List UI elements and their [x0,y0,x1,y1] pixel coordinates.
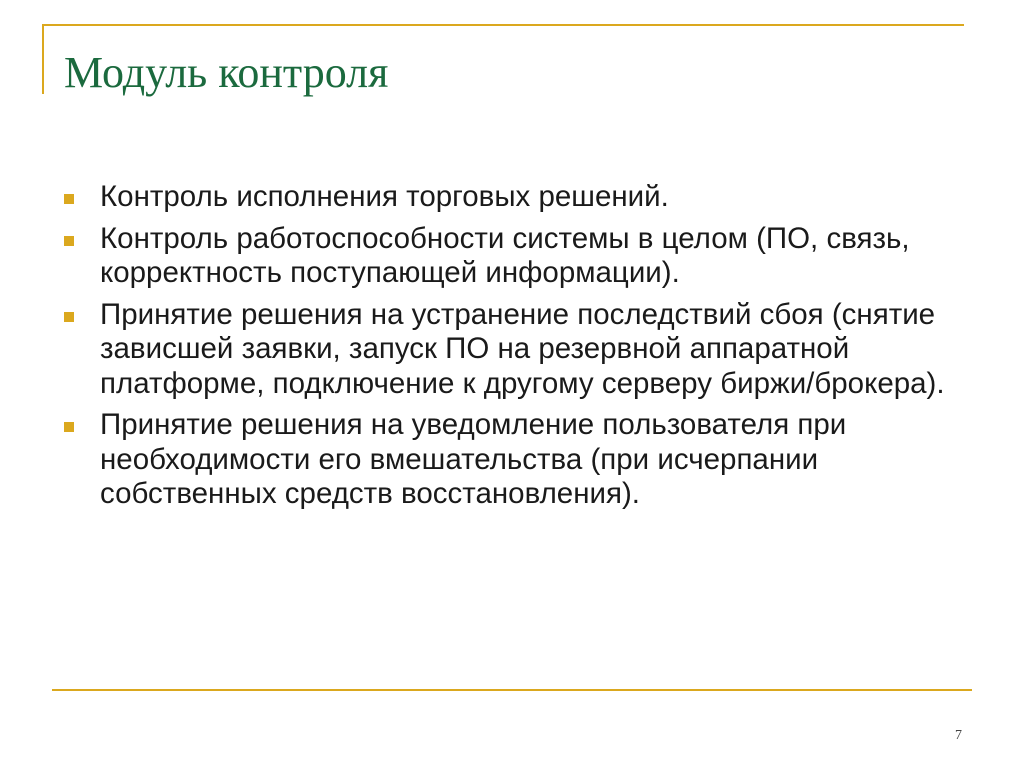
page-number: 7 [955,728,962,743]
bullet-text: Контроль исполнения торговых решений. [100,180,669,213]
bullet-item [64,222,964,291]
bottom-divider [52,689,972,691]
square-bullet-icon [64,236,74,246]
bullet-item [64,298,964,402]
bullet-list [64,180,964,519]
top-divider [42,24,964,26]
slide-title: Модуль контроля [64,48,389,97]
square-bullet-icon [64,312,74,322]
left-divider [42,24,44,94]
bullet-text: Принятие решения на устранение последствий сбоя (снятие зависшей заявки, запуск ПО на резервной аппаратной платформе, подключение к другому серверу биржи/брокера). [100,297,945,400]
bullet-text: Контроль работоспособности системы в целом (ПО, связь, корректность поступающей информации). [100,221,910,289]
bullet-text: Принятие решения на уведомление пользователя при необходимости его вмешательства (при исчерпании собственных средств восстановления). [100,408,847,510]
bullet-item [64,408,964,512]
square-bullet-icon [64,422,74,432]
bullet-item [64,180,964,215]
square-bullet-icon [64,194,74,204]
